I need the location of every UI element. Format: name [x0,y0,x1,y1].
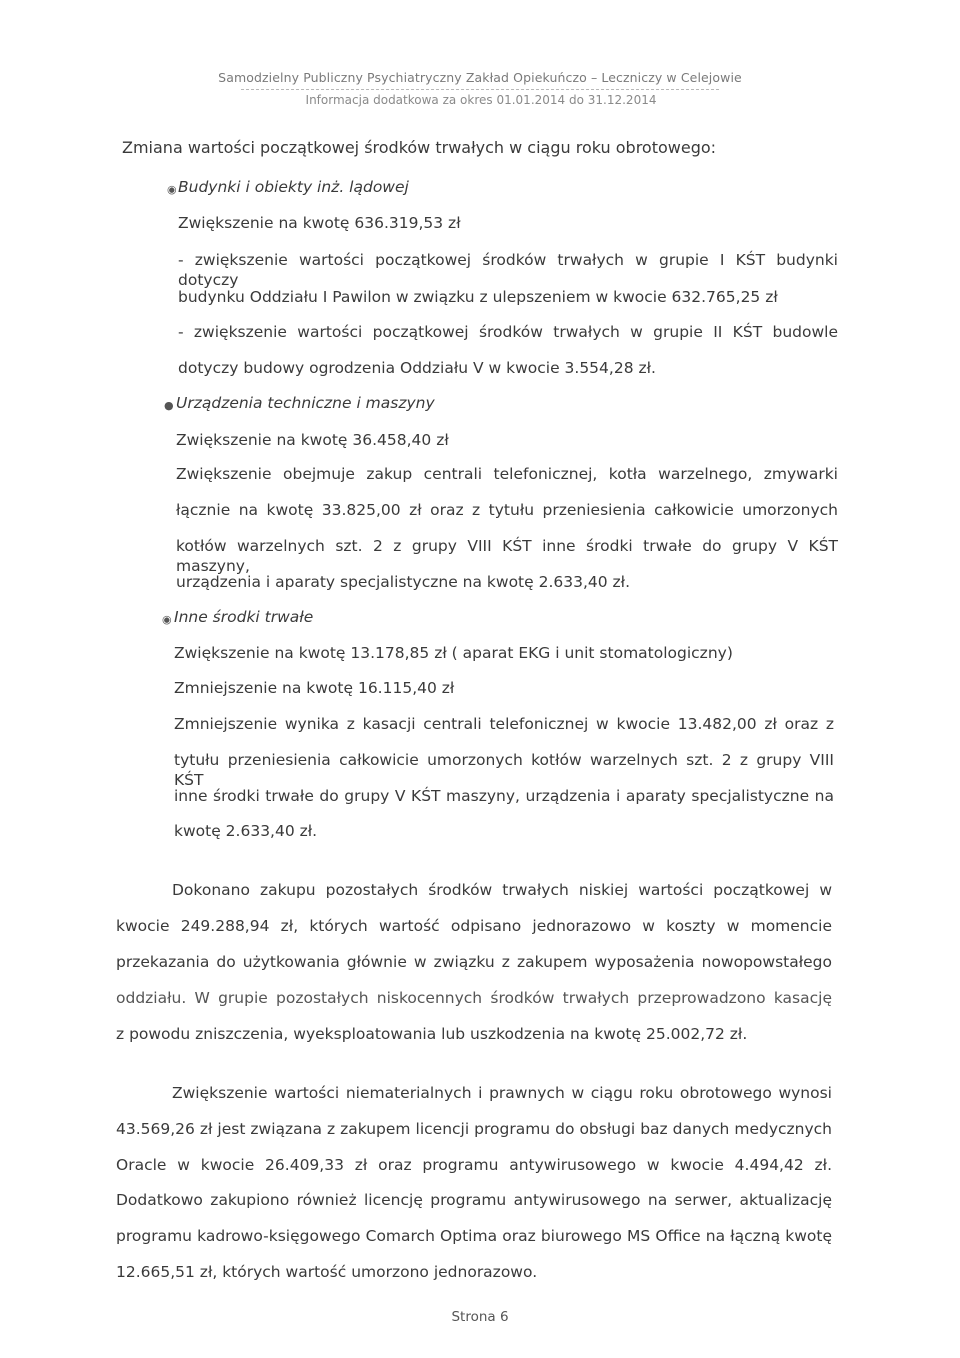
other-decrease: Zmniejszenie na kwotę 16.115,40 zł [174,679,455,697]
other-para-line4: kwotę 2.633,40 zł. [174,822,318,840]
intangible-line2: 43.569,26 zł jest związana z zakupem licencji programu do obsługi baz danych medycznych [116,1120,832,1138]
intangible-line5: programu kadrowo-księgowego Comarch Optima oraz biurowego MS Office na łączną kwotę [116,1227,832,1245]
other-para-line3: inne środki trwałe do grupy V KŚT maszyny, urządzenia i aparaty specjalistyczne na [174,787,834,805]
other-para-line1: Zmniejszenie wynika z kasacji centrali telefonicznej w kwocie 13.482,00 zł oraz z [174,715,834,733]
buildings-title: Budynki i obiekty inż. lądowej [178,178,409,196]
lowvalue-line4: oddziału. W grupie pozostałych niskocennych środków trwałych przeprowadzono kasację [116,989,832,1007]
lowvalue-line2: kwocie 249.288,94 zł, których wartość odpisano jednorazowo w koszty w momencie [116,917,832,935]
buildings-item2-line2: dotyczy budowy ogrodzenia Oddziału V w kwocie 3.554,28 zł. [178,359,656,377]
machines-para-line1: Zwiększenie obejmuje zakup centrali telefonicznej, kotła warzelnego, zmywarki [176,465,838,483]
machines-para-line3: kotłów warzelnych szt. 2 z grupy VIII KŚT inne środki trwałe do grupy V KŚT maszyny, [176,537,838,575]
bullet-icon: ◉ [167,183,177,196]
other-title: Inne środki trwałe [174,608,314,626]
intangible-line3: Oracle w kwocie 26.409,33 zł oraz programu antywirusowego w kwocie 4.494,42 zł. [116,1156,832,1174]
bullet-icon: ● [164,399,174,412]
lowvalue-line1: Dokonano zakupu pozostałych środków trwałych niskiej wartości początkowej w [172,881,832,899]
other-increase: Zwiększenie na kwotę 13.178,85 zł ( aparat EKG i unit stomatologiczny) [174,644,733,662]
buildings-item2-line1: - zwiększenie wartości początkowej środków trwałych w grupie II KŚT budowle [178,323,838,341]
page-number: Strona 6 [451,1309,509,1325]
buildings-item1-line2: budynku Oddziału I Pawilon w związku z ulepszeniem w kwocie 632.765,25 zł [178,288,778,306]
lowvalue-line3: przekazania do użytkowania głównie w związku z zakupem wyposażenia nowopowstałego [116,953,832,971]
buildings-item1-line1: - zwiększenie wartości początkowej środków trwałych w grupie I KŚT budynki dotyczy [178,251,838,289]
header-period: Informacja dodatkowa za okres 01.01.2014 do 31.12.2014 [305,93,657,107]
bullet-icon: ◉ [162,613,172,626]
header-institution: Samodzielny Publiczny Psychiatryczny Zakład Opiekuńczo – Leczniczy w Celejowie [218,70,742,85]
page-header [0,70,960,107]
machines-increase: Zwiększenie na kwotę 36.458,40 zł [176,431,449,449]
other-para-line2: tytułu przeniesienia całkowicie umorzonych kotłów warzelnych szt. 2 z grupy VIII KŚT [174,751,834,789]
intangible-line1: Zwiększenie wartości niematerialnych i prawnych w ciągu roku obrotowego wynosi [172,1084,832,1102]
section-title: Zmiana wartości początkowej środków trwałych w ciągu roku obrotowego: [122,138,717,157]
machines-title: Urządzenia techniczne i maszyny [176,394,435,412]
machines-para-line2: łącznie na kwotę 33.825,00 zł oraz z tytułu przeniesienia całkowicie umorzonych [176,501,838,519]
intangible-line4: Dodatkowo zakupiono również licencję programu antywirusowego na serwer, aktualizację [116,1191,832,1209]
header-divider [241,89,719,90]
buildings-increase: Zwiększenie na kwotę 636.319,53 zł [178,214,461,232]
lowvalue-line5: z powodu zniszczenia, wyeksploatowania lub uszkodzenia na kwotę 25.002,72 zł. [116,1025,748,1043]
machines-para-line4: urządzenia i aparaty specjalistyczne na kwotę 2.633,40 zł. [176,573,631,591]
intangible-line6: 12.665,51 zł, których wartość umorzono jednorazowo. [116,1263,538,1281]
